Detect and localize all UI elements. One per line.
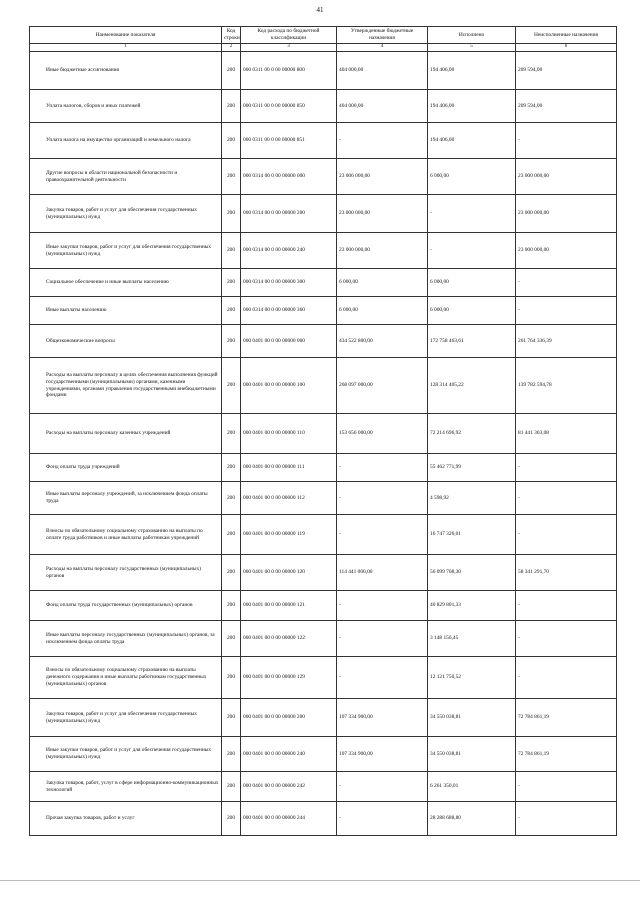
row-code: 200 <box>222 454 241 482</box>
row-name: Взносы по обязательному социальному страхованию на выплаты по оплате труда работников и иные выплаты работникам учреждений <box>30 515 222 555</box>
row-approved: 434 522 800,00 <box>337 325 428 358</box>
row-executed: 6 000,00 <box>428 297 516 325</box>
row-executed: 34 550 038,81 <box>428 699 516 737</box>
header-approved: Утвержденные бюджетные назначения <box>337 27 428 44</box>
row-approved: 23 000 000,00 <box>337 233 428 269</box>
row-executed: 16 747 326,01 <box>428 515 516 555</box>
budget-execution-table <box>29 26 617 836</box>
table-row <box>30 233 617 269</box>
header-name: Наименование показателя <box>30 27 222 44</box>
header-executed: Исполнено <box>428 27 516 44</box>
row-executed: 55 462 771,99 <box>428 454 516 482</box>
row-executed: - <box>428 233 516 269</box>
header-unexecuted: Неисполненные назначения <box>516 27 617 44</box>
column-number: 5 <box>428 44 516 52</box>
row-unexecuted: 23 000 000,00 <box>516 195 617 233</box>
row-classification: 000 0401 00 0 00 00000 119 <box>241 515 337 555</box>
row-code: 200 <box>222 657 241 699</box>
row-classification: 000 0311 00 0 00 00000 850 <box>241 90 337 123</box>
table-row <box>30 90 617 123</box>
table-row <box>30 591 617 621</box>
row-approved: 114 441 000,00 <box>337 555 428 591</box>
row-name: Иные закупки товаров, работ и услуг для обеспечения государственных (муниципальных) нужд <box>30 737 222 772</box>
row-unexecuted: 209 594,00 <box>516 90 617 123</box>
row-classification: 000 0401 00 0 00 00000 122 <box>241 621 337 657</box>
row-executed: 3 148 156,45 <box>428 621 516 657</box>
row-unexecuted: 58 341 291,70 <box>516 555 617 591</box>
row-unexecuted: 72 784 861,19 <box>516 737 617 772</box>
row-name: Расходы на выплаты персоналу государственных (муниципальных) органов <box>30 555 222 591</box>
table-row <box>30 699 617 737</box>
header-classification: Код расхода по бюджетной классификации <box>241 27 337 44</box>
row-classification: 000 0401 00 0 00 00000 121 <box>241 591 337 621</box>
table-row <box>30 414 617 454</box>
table-row <box>30 159 617 195</box>
row-name: Уплата налога на имущество организаций и земельного налога <box>30 123 222 159</box>
row-approved: 153 656 000,00 <box>337 414 428 454</box>
row-classification: 000 0314 00 0 00 00000 300 <box>241 269 337 297</box>
row-code: 200 <box>222 90 241 123</box>
row-executed: 6 000,00 <box>428 159 516 195</box>
row-unexecuted: - <box>516 802 617 836</box>
row-approved: - <box>337 657 428 699</box>
row-name: Закупка товаров, работ, услуг в сфере информационно-коммуникационных технологий <box>30 772 222 802</box>
row-unexecuted: 23 000 000,00 <box>516 233 617 269</box>
row-approved: 23 006 000,00 <box>337 159 428 195</box>
table-row <box>30 269 617 297</box>
row-approved: - <box>337 123 428 159</box>
row-name: Расходы на выплаты персоналу в целях обеспечения выполнения функций государственными (муниципальными) органами, казенными учреждениями, органами управления государственными внебюджетными фондами <box>30 358 222 414</box>
row-executed: 4 598,92 <box>428 482 516 515</box>
row-unexecuted: - <box>516 297 617 325</box>
row-name: Прочая закупка товаров, работ и услуг <box>30 802 222 836</box>
row-executed: 56 099 708,30 <box>428 555 516 591</box>
row-unexecuted: - <box>516 621 617 657</box>
row-approved: - <box>337 802 428 836</box>
page-number: 41 <box>316 6 324 14</box>
row-classification: 000 0401 00 0 00 00000 110 <box>241 414 337 454</box>
row-classification: 000 0401 00 0 00 00000 242 <box>241 772 337 802</box>
table-row <box>30 325 617 358</box>
row-approved: - <box>337 772 428 802</box>
row-unexecuted: - <box>516 482 617 515</box>
row-classification: 000 0314 00 0 00 00000 000 <box>241 159 337 195</box>
row-code: 200 <box>222 123 241 159</box>
row-classification: 000 0314 00 0 00 00000 240 <box>241 233 337 269</box>
row-classification: 000 0311 00 0 00 00000 800 <box>241 52 337 90</box>
row-executed: 12 121 750,52 <box>428 657 516 699</box>
row-code: 200 <box>222 555 241 591</box>
table-row <box>30 358 617 414</box>
row-name: Социальное обеспечение и иные выплаты населению <box>30 269 222 297</box>
table-row <box>30 772 617 802</box>
row-unexecuted: - <box>516 657 617 699</box>
table-row <box>30 52 617 90</box>
table-row <box>30 123 617 159</box>
row-unexecuted: 139 782 594,78 <box>516 358 617 414</box>
row-code: 200 <box>222 414 241 454</box>
row-code: 200 <box>222 802 241 836</box>
row-code: 200 <box>222 591 241 621</box>
row-executed: 6 000,00 <box>428 269 516 297</box>
row-name: Другие вопросы в области национальной безопасности и правоохранительной деятельности <box>30 159 222 195</box>
row-code: 200 <box>222 297 241 325</box>
row-executed: 72 214 696,92 <box>428 414 516 454</box>
row-approved: - <box>337 454 428 482</box>
row-name: Закупка товаров, работ и услуг для обеспечения государственных (муниципальных) нужд <box>30 699 222 737</box>
row-name: Закупка товаров, работ и услуг для обеспечения государственных (муниципальных) нужд <box>30 195 222 233</box>
column-number: 1 <box>30 44 222 52</box>
row-unexecuted: 209 594,00 <box>516 52 617 90</box>
row-name: Иные выплаты населению <box>30 297 222 325</box>
row-executed: - <box>428 195 516 233</box>
row-unexecuted: 261 764 336,39 <box>516 325 617 358</box>
row-classification: 000 0401 00 0 00 00000 100 <box>241 358 337 414</box>
row-approved: 6 000,00 <box>337 297 428 325</box>
table-row <box>30 454 617 482</box>
table-row <box>30 482 617 515</box>
row-executed: 34 550 038,81 <box>428 737 516 772</box>
table-row <box>30 555 617 591</box>
row-name: Взносы по обязательному социальному страхованию на выплаты денежного содержания и иные выплаты работникам государственных (муниципальных) органов <box>30 657 222 699</box>
row-executed: 6 261 350,01 <box>428 772 516 802</box>
row-classification: 000 0314 00 0 00 00000 200 <box>241 195 337 233</box>
table-row <box>30 621 617 657</box>
row-classification: 000 0401 00 0 00 00000 112 <box>241 482 337 515</box>
row-executed: 28 288 688,80 <box>428 802 516 836</box>
row-approved: - <box>337 482 428 515</box>
row-classification: 000 0314 00 0 00 00000 360 <box>241 297 337 325</box>
column-number: 2 <box>222 44 241 52</box>
row-code: 200 <box>222 195 241 233</box>
row-classification: 000 0401 00 0 00 00000 120 <box>241 555 337 591</box>
row-name: Иные выплаты персоналу учреждений, за исключением фонда оплаты труда <box>30 482 222 515</box>
row-approved: - <box>337 591 428 621</box>
row-classification: 000 0401 00 0 00 00000 200 <box>241 699 337 737</box>
row-approved: 268 097 000,00 <box>337 358 428 414</box>
row-executed: 172 758 463,61 <box>428 325 516 358</box>
table-row <box>30 297 617 325</box>
row-code: 200 <box>222 621 241 657</box>
row-name: Фонд оплаты труда государственных (муниципальных) органов <box>30 591 222 621</box>
table-row <box>30 657 617 699</box>
row-name: Иные выплаты персоналу государственных (муниципальных) органов, за исключением фонда оплаты труда <box>30 621 222 657</box>
row-name: Уплата налогов, сборов и иных платежей <box>30 90 222 123</box>
row-unexecuted: - <box>516 515 617 555</box>
header-code: Код строки <box>222 27 241 44</box>
row-code: 200 <box>222 699 241 737</box>
table-row <box>30 737 617 772</box>
column-number: 3 <box>241 44 337 52</box>
row-approved: 23 000 000,00 <box>337 195 428 233</box>
row-approved: 404 000,00 <box>337 90 428 123</box>
row-executed: 194 406,00 <box>428 90 516 123</box>
column-number: 4 <box>337 44 428 52</box>
row-name: Расходы на выплаты персоналу казенных учреждений <box>30 414 222 454</box>
row-classification: 000 0311 00 0 00 00000 851 <box>241 123 337 159</box>
row-code: 200 <box>222 772 241 802</box>
row-name: Общеэкономические вопросы <box>30 325 222 358</box>
row-code: 200 <box>222 159 241 195</box>
row-code: 200 <box>222 233 241 269</box>
row-approved: 107 334 900,00 <box>337 737 428 772</box>
table-row <box>30 195 617 233</box>
row-code: 200 <box>222 737 241 772</box>
row-unexecuted: 72 784 861,19 <box>516 699 617 737</box>
row-executed: 40 829 801,33 <box>428 591 516 621</box>
row-code: 200 <box>222 269 241 297</box>
row-unexecuted: - <box>516 772 617 802</box>
row-approved: - <box>337 515 428 555</box>
row-approved: 6 000,00 <box>337 269 428 297</box>
row-name: Фонд оплаты труда учреждений <box>30 454 222 482</box>
row-classification: 000 0401 00 0 00 00000 129 <box>241 657 337 699</box>
row-classification: 000 0401 00 0 00 00000 111 <box>241 454 337 482</box>
row-classification: 000 0401 00 0 00 00000 000 <box>241 325 337 358</box>
row-executed: 194 406,00 <box>428 123 516 159</box>
row-classification: 000 0401 00 0 00 00000 240 <box>241 737 337 772</box>
row-approved: 107 334 900,00 <box>337 699 428 737</box>
row-unexecuted: - <box>516 269 617 297</box>
row-approved: - <box>337 621 428 657</box>
table-header-row <box>30 27 617 44</box>
column-number: 6 <box>516 44 617 52</box>
row-name: Иные закупки товаров, работ и услуг для обеспечения государственных (муниципальных) нужд <box>30 233 222 269</box>
row-code: 200 <box>222 482 241 515</box>
row-unexecuted: - <box>516 123 617 159</box>
row-executed: 194 406,00 <box>428 52 516 90</box>
row-code: 200 <box>222 515 241 555</box>
row-unexecuted: - <box>516 591 617 621</box>
table-row <box>30 802 617 836</box>
row-unexecuted: 23 000 000,00 <box>516 159 617 195</box>
row-executed: 128 314 405,22 <box>428 358 516 414</box>
row-classification: 000 0401 00 0 00 00000 244 <box>241 802 337 836</box>
row-code: 200 <box>222 52 241 90</box>
table-row <box>30 515 617 555</box>
row-name: Иные бюджетные ассигнования <box>30 52 222 90</box>
row-unexecuted: - <box>516 454 617 482</box>
column-number-row <box>30 44 617 52</box>
row-code: 200 <box>222 325 241 358</box>
footer-divider <box>0 880 640 881</box>
row-unexecuted: 81 441 303,08 <box>516 414 617 454</box>
row-approved: 404 000,00 <box>337 52 428 90</box>
row-code: 200 <box>222 358 241 414</box>
